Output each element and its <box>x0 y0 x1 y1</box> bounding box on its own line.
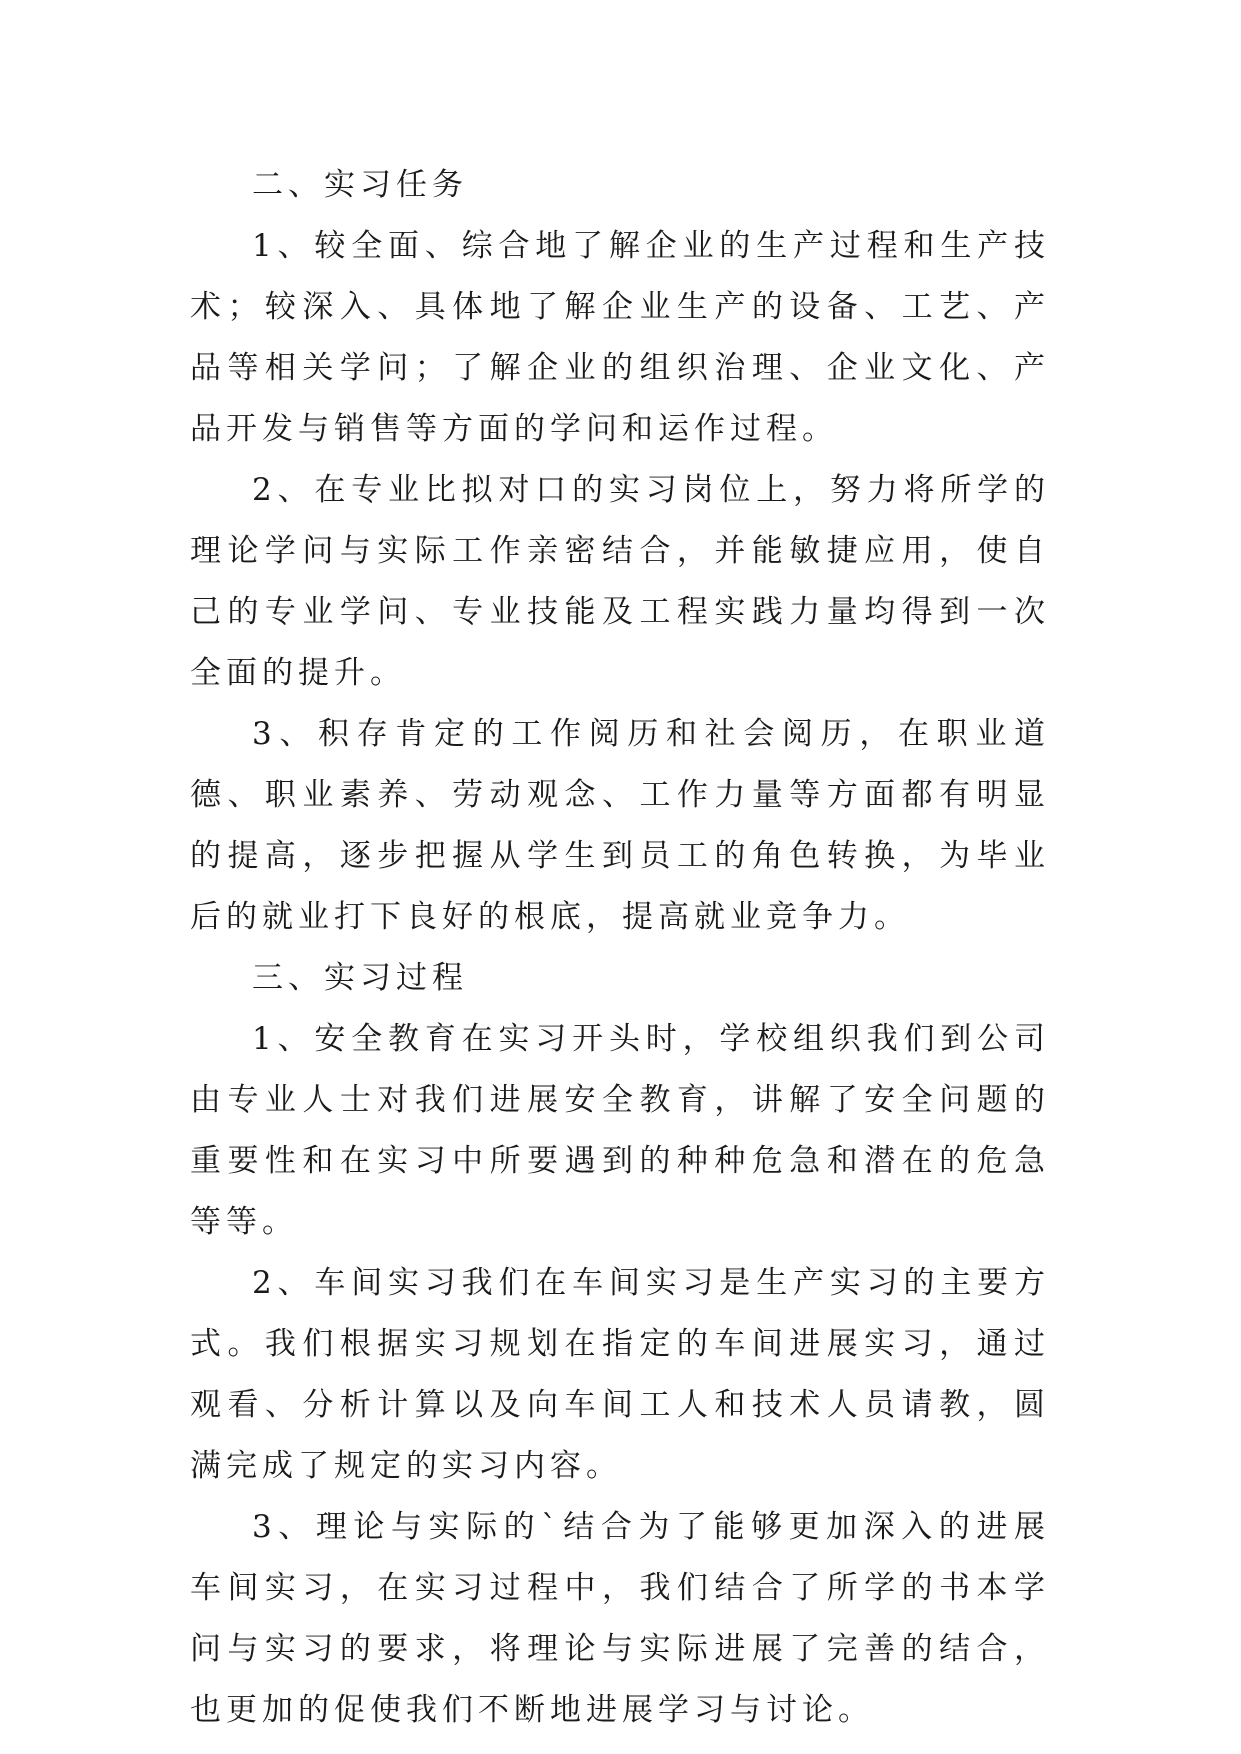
paragraph-process-3: 3、理论与实际的`结合为了能够更加深入的进展车间实习，在实习过程中，我们结合了所学的书本学问与实习的要求，将理论与实际进展了完善的结合，也更加的促使我们不断地进展学习与讨论。 <box>190 1509 1050 1728</box>
paragraph-task-3: 3、积存肯定的工作阅历和社会阅历，在职业道德、职业素养、劳动观念、工作力量等方面都有明显的提高，逐步把握从学生到员工的角色转换，为毕业后的就业打下良好的根底，提高就业竞争力。 <box>190 716 1050 935</box>
section-heading-process: 三、实习过程 <box>252 960 468 996</box>
paragraph-process-1: 1、安全教育在实习开头时，学校组织我们到公司由专业人士对我们进展安全教育，讲解了安全问题的重要性和在实习中所要遇到的种种危急和潜在的危急等等。 <box>190 1021 1050 1240</box>
paragraph-process-2: 2、车间实习我们在车间实习是生产实习的主要方式。我们根据实习规划在指定的车间进展实习，通过观看、分析计算以及向车间工人和技术人员请教，圆满完成了规定的实习内容。 <box>190 1265 1050 1484</box>
document-body <box>190 155 1050 1741</box>
paragraph-task-2: 2、在专业比拟对口的实习岗位上，努力将所学的理论学问与实际工作亲密结合，并能敏捷应用，使自己的专业学问、专业技能及工程实践力量均得到一次全面的提升。 <box>190 472 1050 691</box>
section-heading-tasks: 二、实习任务 <box>252 167 468 203</box>
paragraph-task-1: 1、较全面、综合地了解企业的生产过程和生产技术；较深入、具体地了解企业生产的设备、工艺、产品等相关学问；了解企业的组织治理、企业文化、产品开发与销售等方面的学问和运作过程。 <box>190 228 1050 447</box>
